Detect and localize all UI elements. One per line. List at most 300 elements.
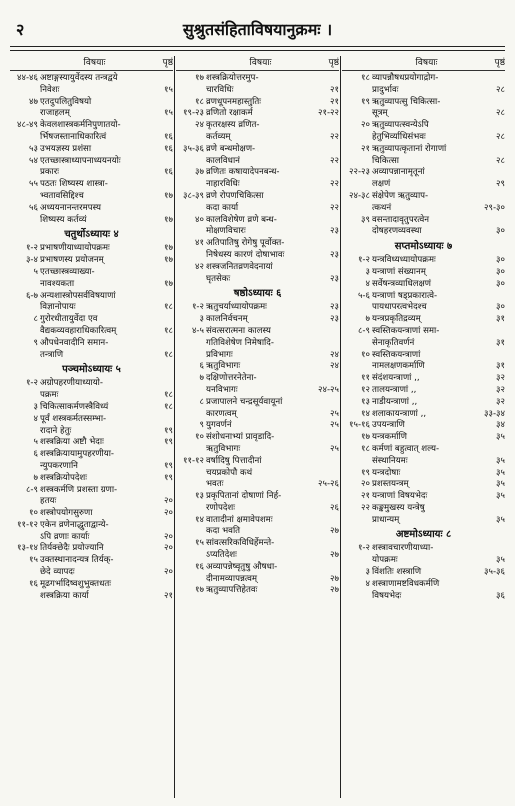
entry-page <box>483 543 505 555</box>
entry-subject: रादाने हेतुः <box>40 425 72 436</box>
entry-page: ३२ <box>496 373 505 384</box>
entry-number: ४ <box>365 578 370 589</box>
entry-page: १९ <box>164 472 173 483</box>
entry-subject: मूढगर्भादिष्वशुभुक्तधतः <box>40 578 111 589</box>
index-entry <box>10 156 173 168</box>
entry-page: २९ <box>496 179 505 190</box>
entry-subject: शस्त्राणामष्टविधकर्मणि <box>372 578 440 589</box>
entry-page: २७ <box>330 585 339 596</box>
index-entry <box>176 526 339 538</box>
entry-subject: संवत्सरात्मना कालस्य <box>206 325 271 336</box>
entry-page: ३२ <box>496 384 505 395</box>
entry-subject: ऽपि व्रणाः कार्याः <box>40 531 90 542</box>
entry-number: १८ <box>361 443 370 454</box>
entry-number: २० <box>361 120 370 131</box>
entry-page <box>151 120 173 132</box>
entry-subject: व्रणितः कषायादेपनबन्ध- <box>206 167 280 178</box>
entry-subject: छेदे व्यापदः <box>40 567 75 578</box>
entry-page: १७ <box>164 190 173 201</box>
entry-number: २० <box>361 479 370 490</box>
entry-number: ४७ <box>29 96 38 107</box>
entry-subject: अव्यापन्नानामृतूनां <box>372 167 425 178</box>
entry-page <box>317 562 339 574</box>
index-entry <box>10 85 173 97</box>
entry-page <box>483 120 505 132</box>
index-entry <box>10 179 173 191</box>
entry-subject: व्रणितो रक्षाकर्म <box>206 108 253 119</box>
header-rule <box>10 46 505 47</box>
entry-subject: प्रभाषणीयाध्यायोपक्रमः <box>40 243 110 254</box>
entry-page <box>151 291 173 303</box>
entry-subject: उभयज्ञस्य प्रशंसा <box>40 143 92 154</box>
index-entry <box>176 350 339 362</box>
entry-number: ५६ <box>29 202 38 213</box>
entry-subject: कारणत्वम् <box>206 408 237 419</box>
index-entry <box>176 215 339 227</box>
entry-number: ५३ <box>29 143 38 154</box>
entry-subject: औपधेनवादीनि समान- <box>40 337 109 348</box>
entry-page: १९ <box>164 437 173 448</box>
entry-page <box>317 491 339 503</box>
index-entry <box>342 503 505 515</box>
entry-number: ८-९ <box>25 484 38 495</box>
entry-subject: शस्त्रोपयोगसुरुणा <box>40 508 93 519</box>
entry-subject: भवतः <box>206 479 224 490</box>
entry-page: १८ <box>164 401 173 412</box>
entry-subject: यन्त्रकर्माणि <box>372 432 407 443</box>
entry-page: ३५ <box>496 555 505 566</box>
index-entry <box>176 156 339 168</box>
index-entry <box>10 243 173 255</box>
index-entry <box>176 108 339 120</box>
entry-subject: योपक्रमः <box>372 555 398 566</box>
entry-subject: एतच्छास्त्राध्यापनाध्ययनयोः <box>40 155 121 166</box>
entry-page <box>151 156 173 168</box>
page-header <box>0 0 515 48</box>
index-entry <box>342 191 505 203</box>
index-entry <box>342 373 505 385</box>
entry-subject: एतदुपलितुविषयो <box>40 96 92 107</box>
entry-page: ३५ <box>496 514 505 525</box>
entry-subject: प्रविभागः <box>206 349 233 360</box>
index-entry <box>342 567 505 579</box>
index-entry <box>342 215 505 227</box>
index-entry <box>176 585 339 597</box>
index-entry <box>342 420 505 432</box>
index-entry <box>10 120 173 132</box>
index-entry <box>10 508 173 520</box>
entry-page <box>317 238 339 250</box>
entry-subject: ऋतुव्यापत्सु चिकित्सा- <box>372 96 441 107</box>
index-entry <box>176 302 339 314</box>
index-entry <box>176 373 339 385</box>
entry-page: ३५-३६ <box>484 567 505 578</box>
index-entry <box>176 167 339 179</box>
index-column-3 <box>342 56 505 798</box>
entry-page: २३ <box>330 226 339 237</box>
index-entry <box>176 491 339 503</box>
entry-page: २२ <box>330 179 339 190</box>
entry-page: १९ <box>164 425 173 436</box>
index-entry <box>342 432 505 444</box>
entry-subject: शस्त्रक्रिया अष्टौ भेदाः <box>40 437 104 448</box>
column-header-subject: विषयाः <box>83 58 106 68</box>
entry-number: ९ <box>199 420 204 431</box>
column-header-page: पृष्ठं <box>162 58 173 68</box>
index-entry <box>176 515 339 527</box>
entry-page: ३५ <box>496 455 505 466</box>
index-entry <box>342 226 505 238</box>
index-entry <box>10 144 173 156</box>
column-header-subject: विषयाः <box>415 58 438 68</box>
entry-page <box>151 314 173 326</box>
entry-page <box>483 73 505 85</box>
entry-number: २२ <box>361 502 370 513</box>
entry-subject: अध्ययनानन्तरमपस्य <box>40 202 101 213</box>
index-entry <box>176 191 339 203</box>
index-entry <box>10 485 173 497</box>
entry-number: १६ <box>195 561 204 572</box>
entry-number: ३-४ <box>25 255 38 266</box>
entry-page <box>151 449 173 461</box>
entry-subject: वर्षादिषु पित्तादीनां <box>206 455 262 466</box>
entry-page: १६ <box>164 143 173 154</box>
entry-subject: सेनाकृतिवर्णनं <box>372 337 415 348</box>
entry-subject: नावश्यकता <box>40 278 75 289</box>
entry-subject: पक्रमः <box>40 390 59 401</box>
index-entry <box>342 108 505 120</box>
entry-subject: निषेधस्य कारणं दोषाभावः <box>206 249 285 260</box>
entry-subject: घृतसेकः <box>206 273 231 284</box>
entry-page: २७ <box>330 550 339 561</box>
index-entry <box>342 456 505 468</box>
entry-subject: शस्त्रक्रियोत्तरमुप- <box>206 73 259 83</box>
entry-subject: दीनामव्यापन्नत्वम् <box>206 573 258 584</box>
entry-page: १७ <box>164 243 173 254</box>
entry-page <box>317 167 339 179</box>
entry-page: २४ <box>330 361 339 372</box>
entry-number: १-२ <box>25 243 38 254</box>
index-entry <box>176 250 339 262</box>
index-entry <box>342 555 505 567</box>
entry-page <box>317 215 339 227</box>
index-entry <box>10 520 173 532</box>
chapter-heading: अष्टमोऽध्यायः ८ <box>395 529 452 541</box>
entry-number: ७ <box>199 373 204 384</box>
entry-subject: तन्त्राणि <box>40 349 64 360</box>
entry-subject: विंशतिः शस्त्राणि <box>372 567 422 578</box>
entry-number: ८ <box>33 314 38 325</box>
entry-subject: यन्त्राणां षड्प्रकारात्वे- <box>372 290 438 301</box>
entry-subject: कर्मणां बहुत्वात् शल्य- <box>372 443 440 454</box>
entry-page <box>151 485 173 497</box>
entry-subject: प्रकारः <box>40 167 59 178</box>
column-header-number <box>176 56 204 70</box>
index-entry <box>10 279 173 291</box>
entry-subject: पठतः शिष्यस्य शास्त्रा- <box>40 179 108 190</box>
index-entry <box>176 550 339 562</box>
index-entry <box>342 326 505 338</box>
entry-number: ४० <box>195 214 204 225</box>
index-entry <box>10 437 173 449</box>
entry-number: १९ <box>361 467 370 478</box>
entry-number: ७ <box>33 472 38 483</box>
entry-number: ८ <box>199 396 204 407</box>
index-entry <box>176 85 339 97</box>
entry-subject: सांवत्सरिकविधिर्हेमन्ते- <box>206 538 275 549</box>
index-entry <box>176 132 339 144</box>
index-entry <box>10 108 173 120</box>
entry-subject: ऋतुविभागः <box>206 443 241 454</box>
index-entry <box>10 97 173 109</box>
index-entry <box>10 414 173 426</box>
index-entry <box>176 432 339 444</box>
entry-subject: प्रभाषणस्य प्रयोजनम् <box>40 255 104 266</box>
entry-page: ३२ <box>496 396 505 407</box>
entry-subject: यन्त्रप्रकृतिद्रव्यम् <box>372 314 421 325</box>
index-entry <box>176 538 339 550</box>
entry-subject: व्यापन्नौषधप्रयोगाद्रोग- <box>372 73 439 83</box>
entry-page: २३ <box>330 302 339 313</box>
index-entry <box>342 291 505 303</box>
entry-subject: तालयन्त्राणां ,, <box>372 384 417 395</box>
entry-subject: मोक्षणविचारः <box>206 226 246 237</box>
page-number: २ <box>16 20 25 39</box>
index-entry <box>176 120 339 132</box>
entry-page: १७ <box>164 214 173 225</box>
entry-page <box>483 167 505 179</box>
entry-number: ४२ <box>195 261 204 272</box>
entry-number: ५ <box>33 266 38 277</box>
index-entry <box>176 385 339 397</box>
entry-subject: हेतुभिर्व्याधिसंभवः <box>372 131 426 142</box>
entry-page <box>483 579 505 591</box>
index-entry <box>342 302 505 314</box>
index-entry <box>10 191 173 203</box>
entry-subject: व्रणे बन्धमोक्षण- <box>206 143 256 154</box>
entry-subject: शिष्यस्य कर्तव्यं <box>40 214 87 225</box>
index-entry <box>10 291 173 303</box>
entry-page: २९-३० <box>484 202 505 213</box>
index-entry <box>176 409 339 421</box>
entry-subject: अष्टाङ्गस्यायुर्वेदस्य तन्त्रद्वये <box>40 73 118 83</box>
entry-page: ३६ <box>496 590 505 601</box>
index-entry <box>176 274 339 286</box>
index-entry <box>342 179 505 191</box>
index-entry <box>176 326 339 338</box>
index-entry <box>342 543 505 555</box>
entry-page: २३ <box>330 273 339 284</box>
index-entry <box>342 515 505 527</box>
entry-page: ३० <box>496 266 505 277</box>
entry-page <box>483 326 505 338</box>
entry-page: २५ <box>330 420 339 431</box>
entry-number: १८ <box>195 96 204 107</box>
entry-number: ३७ <box>195 167 204 178</box>
entry-page <box>317 397 339 409</box>
entry-page: १५ <box>164 84 173 95</box>
entry-page: २२ <box>330 155 339 166</box>
entry-subject: वैद्यकव्यवहाराधिकारित्वम् <box>40 325 117 336</box>
entry-number: १-२ <box>25 378 38 389</box>
chapter-heading: चतुर्थोऽध्यायः ४ <box>64 229 119 241</box>
entry-subject: एतच्छास्त्रव्याख्या- <box>40 266 95 277</box>
index-entry <box>10 532 173 544</box>
entry-subject: र्भिषजस्तानाधिकारित्वं <box>40 131 107 142</box>
entry-page <box>317 515 339 527</box>
entry-page <box>483 350 505 362</box>
entry-number: १५-१६ <box>349 420 370 431</box>
index-entry <box>176 468 339 480</box>
entry-subject: संशोधनाभ्यां प्रावृडादि- <box>206 432 275 443</box>
index-entry <box>176 179 339 191</box>
index-entry <box>176 361 339 373</box>
entry-page: २० <box>164 508 173 519</box>
entry-number: १७ <box>195 585 204 596</box>
entry-page <box>483 97 505 109</box>
entry-subject: प्रशस्तयन्त्रम् <box>372 479 409 490</box>
entry-page: २८ <box>496 84 505 95</box>
entry-number: २२-२३ <box>349 167 370 178</box>
entry-subject: ऋतुव्यापत्तिहेतवः <box>206 585 258 596</box>
entry-number: ९ <box>33 337 38 348</box>
index-entry <box>176 144 339 156</box>
index-entry <box>176 562 339 574</box>
entry-page: १८ <box>164 325 173 336</box>
entry-page: १७ <box>164 278 173 289</box>
column-header-number <box>342 56 370 70</box>
entry-number: ३ <box>33 401 38 412</box>
entry-page: ३३-३४ <box>484 408 505 419</box>
entry-number: ५-६ <box>357 290 370 301</box>
index-entry <box>10 215 173 227</box>
entry-subject: कालविधानं <box>206 155 240 166</box>
entry-subject: व्रणधूपनमहास्तुतिः <box>206 96 261 107</box>
entry-number: ६-७ <box>25 290 38 301</box>
index-entry <box>10 461 173 473</box>
index-entry <box>342 97 505 109</box>
column-header <box>176 56 339 71</box>
entry-number: ४ <box>365 278 370 289</box>
entry-page: ३० <box>496 226 505 237</box>
index-entry <box>10 350 173 362</box>
entry-page: ३१ <box>496 337 505 348</box>
index-entry <box>10 402 173 414</box>
entry-subject: नामलक्षणकर्माणि <box>372 361 425 372</box>
index-entry <box>10 579 173 591</box>
entry-number: १८ <box>361 73 370 83</box>
entry-page: ३५ <box>496 432 505 443</box>
entry-subject: नाहारविधिः <box>206 179 240 190</box>
entry-subject: शस्त्रक्रिया कार्या <box>40 590 89 601</box>
entry-page: २७ <box>330 573 339 584</box>
entry-page: ३० <box>496 278 505 289</box>
entry-subject: भ्वतावसिद्दिश्च <box>40 190 84 201</box>
entry-page <box>483 144 505 156</box>
index-entry <box>342 350 505 362</box>
entry-page: २६ <box>330 502 339 513</box>
entry-subject: ऋतुव्यापत्कृतानां रोगाणां <box>372 143 447 154</box>
entry-number: ५ <box>33 437 38 448</box>
entry-page <box>151 579 173 591</box>
entry-page <box>317 326 339 338</box>
entry-subject: उपयन्त्राणि <box>372 420 405 431</box>
entry-number: ५५ <box>29 179 38 190</box>
index-entry <box>342 144 505 156</box>
entry-subject: युगवर्णनं <box>206 420 232 431</box>
entry-page: १७ <box>164 255 173 266</box>
entry-number: १९-२३ <box>183 108 204 119</box>
entry-subject: यन्त्राणां संख्यानम् <box>372 266 426 277</box>
entry-subject: शस्त्रजनितव्रणवेदनायां <box>206 261 273 272</box>
entry-subject: विज्ञानोपायः <box>40 302 76 313</box>
entry-number: ४८-४९ <box>17 120 38 131</box>
entry-subject: कदा कार्या <box>206 202 239 213</box>
entry-page <box>151 555 173 567</box>
entry-page: १९ <box>164 460 173 471</box>
column-header-page: पृष्ठं <box>494 58 505 68</box>
index-columns <box>10 56 505 798</box>
index-entry <box>342 479 505 491</box>
entry-page: २० <box>164 567 173 578</box>
column-header-page: पृष्ठं <box>328 58 339 68</box>
entry-page: २० <box>164 543 173 554</box>
chapter-heading: सप्तमोऽध्यायः ७ <box>394 241 453 253</box>
entry-page <box>483 291 505 303</box>
index-entry <box>342 338 505 350</box>
index-entry <box>10 473 173 485</box>
entry-subject: अव्यापन्नेष्वृतुषु औषधा- <box>206 561 278 572</box>
entry-page: २१ <box>330 96 339 107</box>
entry-subject: पायधापरत्वभेदश्च <box>372 302 427 313</box>
column-header <box>10 56 173 71</box>
entry-number: ३९ <box>361 214 370 225</box>
entry-subject: स्वस्तिकयन्त्राणां <box>372 349 421 360</box>
entry-subject: विषयभेदः <box>372 590 402 601</box>
entry-subject: वातादीनां क्षमावेपशमः <box>206 514 273 525</box>
entry-subject: हतयः <box>40 496 57 507</box>
entry-page: २५ <box>330 443 339 454</box>
entry-subject: शस्त्रक्रियायामुपहरणीया- <box>40 449 115 460</box>
entry-page: २० <box>164 496 173 507</box>
entry-subject: कदा भवति <box>206 526 241 537</box>
entry-page: २३ <box>330 314 339 325</box>
entry-page: ३१ <box>496 361 505 372</box>
entry-subject: गुरोरधीतायुर्वेदा एव <box>40 314 98 325</box>
index-entry <box>342 591 505 603</box>
index-entry <box>176 314 339 326</box>
entry-number: १९ <box>361 96 370 107</box>
entry-number: ६ <box>33 449 38 460</box>
entry-number: १३ <box>361 396 370 407</box>
index-entry <box>176 444 339 456</box>
entry-number: १-२ <box>357 255 370 266</box>
entry-subject: न्युपकरणानि <box>40 460 78 471</box>
index-entry <box>342 409 505 421</box>
entry-page: ३५ <box>496 467 505 478</box>
entry-page <box>483 215 505 227</box>
column-header-number <box>10 56 38 70</box>
index-entry <box>10 390 173 402</box>
entry-subject: शस्त्रक्रियोपदेशः <box>40 472 87 483</box>
entry-page: १६ <box>164 167 173 178</box>
entry-subject: यन्त्राणां विषयभेदः <box>372 491 428 502</box>
entry-number: ४४-४६ <box>17 73 38 83</box>
entry-subject: राजाहलम् <box>40 108 70 119</box>
entry-subject: दक्षिणोत्तरनेतेना- <box>206 373 257 384</box>
index-entry <box>10 267 173 279</box>
index-entry <box>10 496 173 508</box>
